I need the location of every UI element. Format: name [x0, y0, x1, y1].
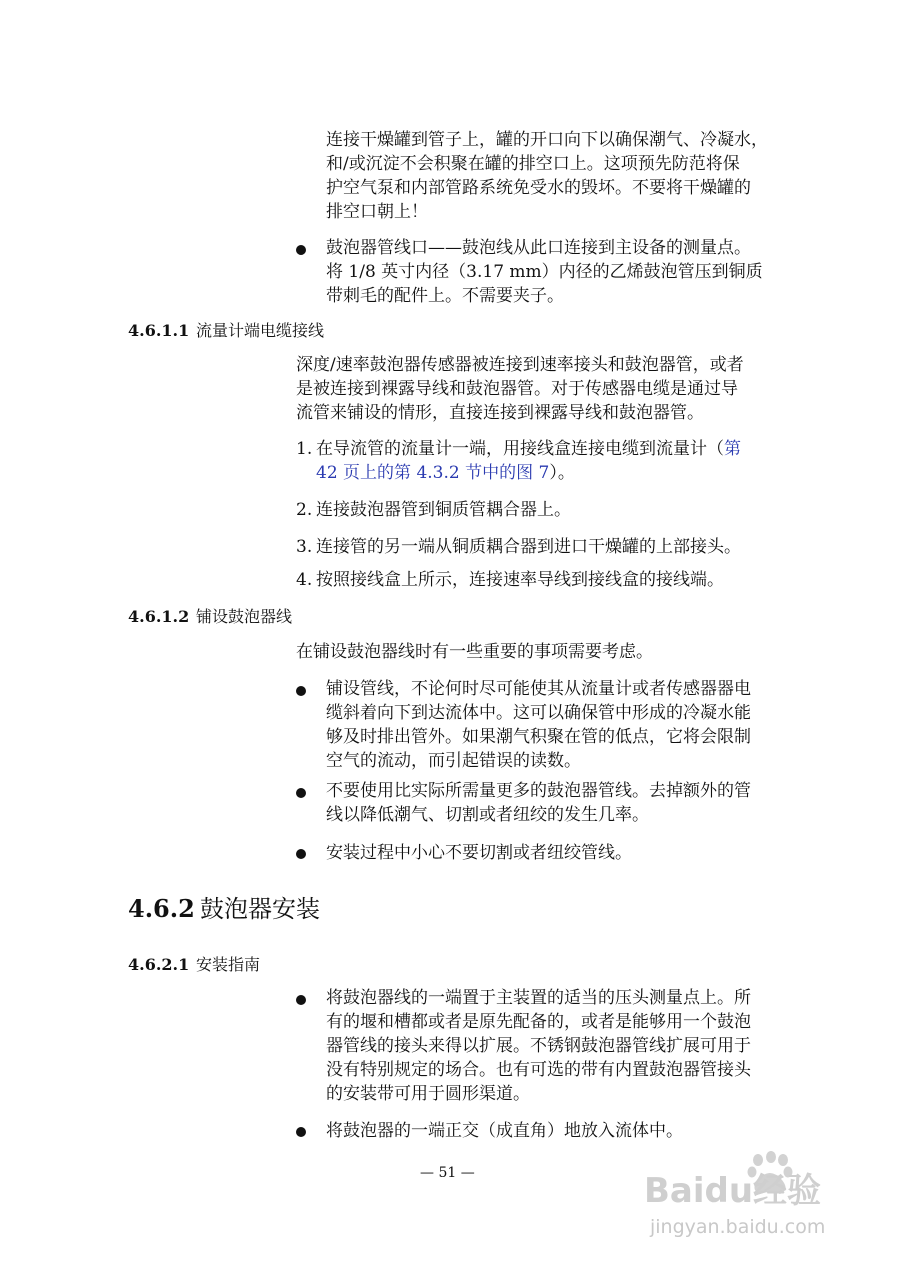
- bullet-bubbler-port: [326, 236, 778, 308]
- bullet-icon: [296, 1127, 306, 1137]
- intro-paragraph: [326, 128, 778, 224]
- text-line: 排空口朝上！: [326, 202, 428, 222]
- bullet-routing-3: [326, 841, 778, 865]
- section-title: 铺设鼓泡器线: [196, 607, 293, 626]
- baidu-jingyan-watermark-logo: [640, 1150, 850, 1210]
- text-line: 是被连接到裸露导线和鼓泡器管。对于传感器电缆是通过导: [296, 379, 738, 399]
- text-line: 深度/速率鼓泡器传感器被连接到速率接头和鼓泡器管，或者: [296, 355, 744, 375]
- step-1: [296, 437, 780, 485]
- bullet-install-2: [326, 1119, 778, 1143]
- step-text: ）。: [549, 463, 575, 483]
- bullet-icon: [296, 245, 306, 255]
- text-line: 器管线的接头来得以扩展。不锈钢鼓泡器管线扩展可用于: [326, 1036, 751, 1056]
- text-line: 将 1/8 英寸内径（3.17 mm）内径的乙烯鼓泡管压到铜质: [326, 262, 763, 282]
- section-number: 4.6.2.1: [128, 955, 190, 974]
- step-3: [296, 535, 741, 559]
- text-line: 带刺毛的配件上。不需要夹子。: [326, 286, 564, 306]
- text-line: 没有特别规定的场合。也有可选的带有内置鼓泡器管接头: [326, 1060, 751, 1080]
- paw-logo-icon: [640, 1150, 850, 1210]
- section-heading-4611: [128, 320, 324, 342]
- step-2: [296, 498, 571, 522]
- bullet-install-1: [326, 986, 778, 1106]
- step-text: 连接管的另一端从铜质耦合器到进口干燥罐的上部接头。: [316, 537, 741, 557]
- paragraph-4611: [296, 353, 778, 425]
- section-heading-462: [128, 894, 320, 924]
- text-line: 护空气泵和内部管路系统免受水的毁坏。不要将干燥罐的: [326, 178, 751, 198]
- bullet-routing-1: [326, 677, 778, 773]
- section-number: 4.6.2: [128, 894, 195, 923]
- text-line: 够及时排出管外。如果潮气积聚在管的低点，它将会限制: [326, 727, 751, 747]
- text-line: 空气的流动，而引起错误的读数。: [326, 751, 581, 771]
- step-number: 4.: [296, 570, 313, 590]
- bullet-routing-2: [326, 779, 778, 827]
- text-line: 缆斜着向下到达流体中。这可以确保管中形成的冷凝水能: [326, 703, 751, 723]
- bullet-icon: [296, 995, 306, 1005]
- section-title: 安装指南: [196, 955, 261, 974]
- text-line: 安装过程中小心不要切割或者纽绞管线。: [326, 843, 632, 863]
- section-number: 4.6.1.1: [128, 321, 190, 340]
- text-line: 将鼓泡器的一端正交（成直角）地放入流体中。: [326, 1121, 683, 1141]
- step-4: [296, 568, 724, 592]
- watermark-url: jingyan.baidu.com: [650, 1216, 826, 1238]
- step-number: 3.: [296, 537, 313, 557]
- section-heading-4612: [128, 606, 292, 628]
- text-line: 和/或沉淀不会积聚在罐的排空口上。这项预先防范将保: [326, 154, 740, 174]
- section-title: 鼓泡器安装: [200, 895, 320, 923]
- paragraph-4612: [296, 640, 653, 664]
- watermark-logo-text: Baidu经验: [644, 1171, 822, 1210]
- text-line: 在铺设鼓泡器线时有一些重要的事项需要考虑。: [296, 642, 653, 662]
- step-text: 在导流管的流量计一端，用接线盒连接电缆到流量计（: [316, 439, 724, 459]
- text-line: 流管来铺设的情形，直接连接到裸露导线和鼓泡器管。: [296, 403, 704, 423]
- bullet-icon: [296, 686, 306, 696]
- text-line: 有的堰和槽都或者是原先配备的，或者是能够用一个鼓泡: [326, 1012, 751, 1032]
- section-number: 4.6.1.2: [128, 607, 190, 626]
- text-line: 将鼓泡器线的一端置于主装置的适当的压头测量点上。所: [326, 988, 751, 1008]
- text-line: 的安装带可用于圆形渠道。: [326, 1084, 530, 1104]
- page-number: — 51 —: [420, 1165, 475, 1181]
- text-line: 鼓泡器管线口——鼓泡线从此口连接到主设备的测量点。: [326, 238, 751, 258]
- text-line: 连接干燥罐到管子上，罐的开口向下以确保潮气、冷凝水，: [326, 130, 768, 150]
- step-number: 1.: [296, 439, 313, 459]
- section-title: 流量计端电缆接线: [196, 321, 325, 340]
- figure-reference-link[interactable]: 第: [724, 439, 741, 459]
- bullet-icon: [296, 849, 306, 859]
- step-text: 连接鼓泡器管到铜质管耦合器上。: [316, 500, 571, 520]
- step-text: 按照接线盒上所示，连接速率导线到接线盒的接线端。: [316, 570, 724, 590]
- text-line: 线以降低潮气、切割或者纽绞的发生几率。: [326, 805, 649, 825]
- step-number: 2.: [296, 500, 313, 520]
- text-line: 铺设管线，不论何时尽可能使其从流量计或者传感器器电: [326, 679, 751, 699]
- figure-reference-link[interactable]: 42 页上的第 4.3.2 节中的图 7: [316, 463, 550, 483]
- text-line: 不要使用比实际所需量更多的鼓泡器管线。去掉额外的管: [326, 781, 751, 801]
- section-heading-4621: [128, 954, 260, 976]
- bullet-icon: [296, 788, 306, 798]
